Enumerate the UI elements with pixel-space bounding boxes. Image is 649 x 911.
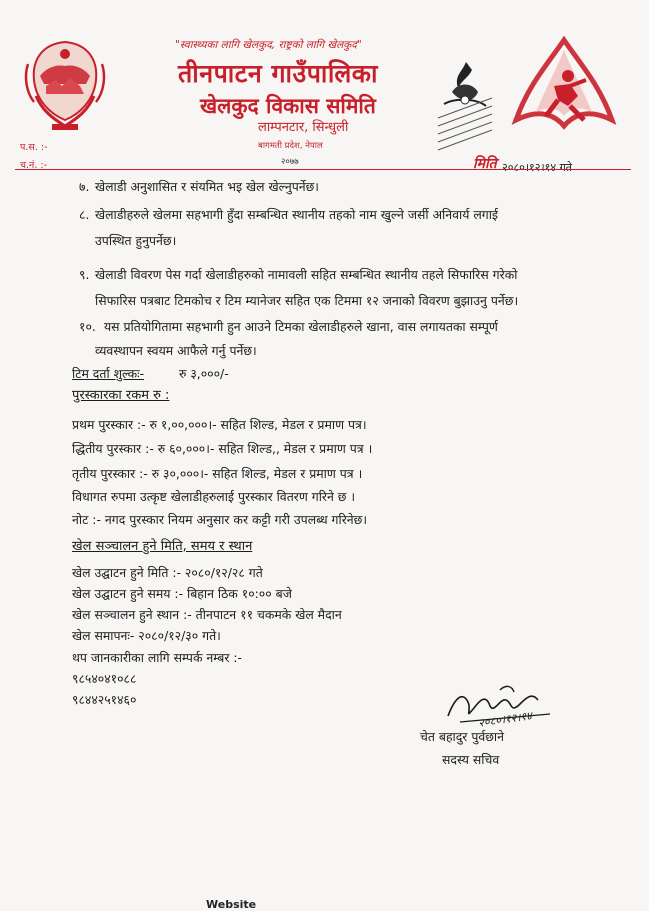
point-number: ८.	[79, 207, 90, 222]
prize-line: विधागत रुपमा उत्कृष्ट खेलाडीहरुलाई पुरस्कार वितरण गरिने छ ।	[72, 489, 356, 504]
runner-icon	[506, 36, 622, 140]
prize-line: तृतीय पुरस्कार :- रु ३०,०००।- सहित शिल्ड, मेडल र प्रमाण पत्र ।	[72, 466, 363, 481]
point-text: यस प्रतियोगितामा सहभागी हुन आउने टिमका खेलाडीहरुले खाना, वास लगायतका सम्पूर्ण	[104, 319, 498, 334]
point-text: खेलाडी विवरण पेस गर्दा खेलाडीहरुको नामावली सहित सम्बन्धित स्थानीय तहले सिफारिस गरेको	[95, 267, 518, 282]
dispatch-number-label: च.नं. :-	[20, 160, 47, 171]
established-year: २०७७	[281, 157, 299, 167]
prize-line: द्धितीय पुरस्कार :- रु ६०,०००।- सहित शिल्ड,, मेडल र प्रमाण पत्र ।	[72, 441, 373, 456]
schedule-line: खेल सञ्चालन हुने स्थान :- तीनपाटन ११ चकमके खेल मैदान	[72, 607, 342, 622]
header-divider	[15, 169, 631, 170]
point-number: ७.	[79, 179, 90, 194]
schedule-line: खेल समापनः- २०८०/१२/३० गते।	[72, 628, 221, 643]
date-label: मिति	[473, 156, 497, 172]
contact-number: ९८५४०४१०८८	[72, 671, 137, 686]
committee-title: खेलकुद विकास समिति	[200, 94, 376, 118]
point-text: व्यवस्थापन स्वयम आफैले गर्नु पर्नेछ।	[95, 343, 257, 358]
nepal-emblem-icon	[22, 36, 108, 134]
point-number: ९.	[79, 267, 90, 282]
footer-website: Website	[206, 898, 257, 911]
fee-value: रु ३,०००/-	[179, 366, 229, 381]
schedule-heading: खेल सञ्चालन हुने मिति, समय र स्थान	[72, 539, 253, 554]
contact-label: थप जानकारीका लागि सम्पर्क नम्बर :-	[72, 650, 243, 665]
signatory-name: चेत बहादुर पुर्वछाने	[420, 729, 505, 744]
contact-number: ९८४४२५१४६०	[72, 692, 137, 707]
letter-date: २०८०।१२।१४ गते	[502, 161, 573, 174]
address: लाम्पनटार, सिन्धुली	[258, 120, 349, 135]
province: बागमती प्रदेश, नेपाल	[258, 141, 323, 151]
slogan: "स्वास्थ्यका लागि खेलकुद, राष्ट्रको लागि खेलकुद"	[175, 39, 362, 51]
schedule-line: खेल उद्घाटन हुने मिति :- २०८०/१२/२८ गते	[72, 565, 263, 580]
point-text: खेलाडीहरुले खेलमा सहभागी हुँदा सम्बन्धित स्थानीय तहको नाम खुल्ने जर्सी अनिवार्य लगाई	[95, 207, 499, 222]
ref-number-label: प.स. :-	[20, 142, 48, 153]
sports-committee-seal-icon	[432, 58, 498, 158]
municipality-title: तीनपाटन गाउँपालिका	[178, 59, 378, 88]
schedule-line: खेल उद्घाटन हुने समय :- बिहान ठिक १०:०० बजे	[72, 586, 292, 601]
prize-line: प्रथम पुरस्कार :- रु १,००,०००।- सहित शिल्ड, मेडल र प्रमाण पत्र।	[72, 417, 367, 432]
fee-label: टिम दर्ता शुल्कः-	[72, 366, 145, 381]
prize-heading: पुरस्कारका रकम रु :	[72, 388, 170, 403]
signature-date: २०८०।१२।१४	[477, 709, 533, 730]
prize-note: नोट :- नगद पुरस्कार नियम अनुसार कर कट्टी गरी उपलब्ध गरिनेछ।	[72, 512, 368, 527]
point-text: उपस्थित हुनुपर्नेछ।	[95, 233, 177, 248]
signatory-designation: सदस्य सचिव	[442, 752, 500, 767]
point-text: सिफारिस पत्रबाट टिमकोच र टिम म्यानेजर सहित एक टिममा १२ जनाको विवरण बुझाउनु पर्नेछ।	[95, 293, 519, 308]
point-text: खेलाडी अनुशासित र संयमित भइ खेल खेल्नुपर्नेछ।	[95, 179, 319, 194]
point-number: १०.	[79, 319, 96, 334]
